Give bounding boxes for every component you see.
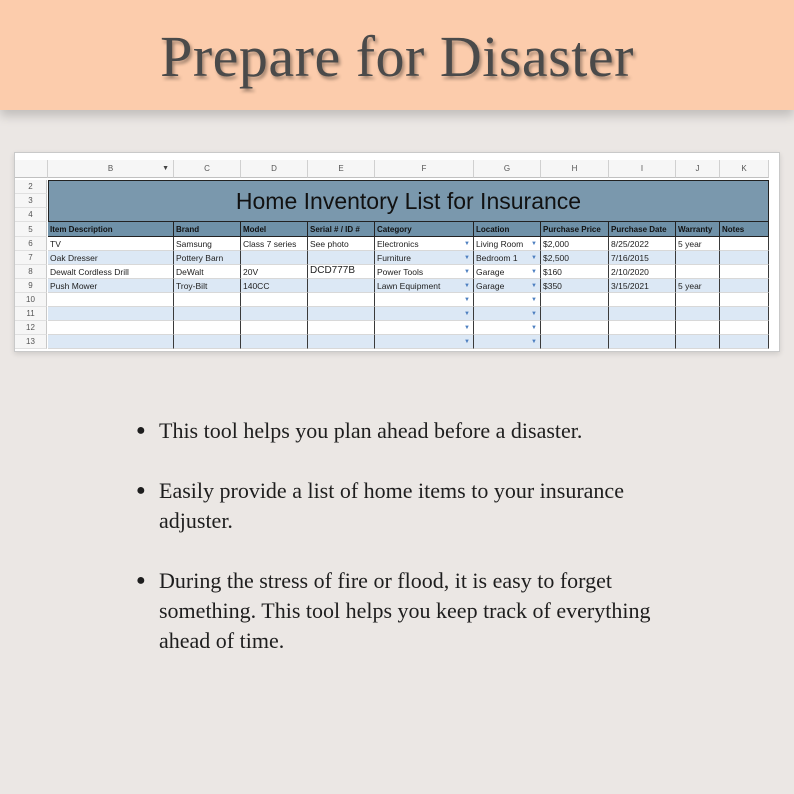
column-letter: K bbox=[741, 164, 747, 173]
table-cell[interactable] bbox=[609, 321, 676, 335]
table-cell[interactable] bbox=[609, 335, 676, 349]
table-cell[interactable] bbox=[174, 335, 241, 349]
cell-value: DCD777B bbox=[310, 265, 356, 276]
table-cell[interactable] bbox=[241, 293, 308, 307]
column-letter: B bbox=[107, 164, 114, 173]
dropdown-arrow-icon[interactable]: ▼ bbox=[464, 297, 470, 303]
cell-value: Dewalt Cordless Drill bbox=[50, 267, 129, 277]
column-header[interactable] bbox=[48, 160, 174, 178]
table-cell[interactable] bbox=[474, 251, 541, 265]
table-cell[interactable] bbox=[676, 293, 720, 307]
cell-value: Garage bbox=[476, 267, 505, 277]
table-cell[interactable] bbox=[241, 251, 308, 265]
cell-value: $350 bbox=[543, 281, 562, 291]
column-letter: G bbox=[503, 164, 511, 173]
bullet-text: During the stress of fire or flood, it is easy to forget something. This tool helps you keep track of everything ahead of time. bbox=[159, 568, 651, 653]
dropdown-arrow-icon[interactable]: ▼ bbox=[464, 241, 470, 247]
page-title: Prepare for Disaster bbox=[160, 23, 634, 89]
cell-value: Bedroom 1 bbox=[476, 253, 518, 263]
cell-value: Electronics bbox=[377, 239, 419, 249]
dropdown-arrow-icon[interactable]: ▼ bbox=[531, 283, 537, 289]
column-header[interactable] bbox=[541, 160, 609, 178]
row-number[interactable]: 4 bbox=[15, 208, 47, 222]
table-cell[interactable] bbox=[241, 335, 308, 349]
table-cell[interactable] bbox=[676, 265, 720, 279]
cell-value: Class 7 series bbox=[243, 239, 297, 249]
table-cell[interactable] bbox=[308, 237, 375, 251]
column-filter-icon[interactable]: ▼ bbox=[162, 165, 169, 172]
cell-value: 8/25/2022 bbox=[611, 239, 649, 249]
cell-value: Pottery Barn bbox=[176, 253, 224, 263]
cell-value: Push Mower bbox=[50, 281, 98, 291]
table-cell[interactable] bbox=[174, 321, 241, 335]
cell-value: Troy-Bilt bbox=[176, 281, 208, 291]
table-cell[interactable] bbox=[541, 251, 609, 265]
cell-value: Furniture bbox=[377, 253, 412, 263]
cell-value: 7/16/2015 bbox=[611, 253, 649, 263]
table-cell[interactable] bbox=[48, 307, 174, 321]
table-cell[interactable] bbox=[174, 307, 241, 321]
table-cell[interactable] bbox=[308, 279, 375, 293]
table-cell[interactable] bbox=[609, 251, 676, 265]
table-cell[interactable] bbox=[375, 279, 474, 293]
table-cell[interactable] bbox=[308, 321, 375, 335]
cell-value: 5 year bbox=[678, 239, 702, 249]
table-cell[interactable] bbox=[720, 335, 769, 349]
table-cell[interactable] bbox=[174, 237, 241, 251]
table-cell[interactable] bbox=[174, 251, 241, 265]
row-number[interactable]: 7 bbox=[15, 251, 47, 265]
dropdown-arrow-icon[interactable]: ▼ bbox=[531, 269, 537, 275]
bullet-dot-icon: ● bbox=[136, 422, 146, 439]
table-cell[interactable] bbox=[474, 265, 541, 279]
dropdown-arrow-icon[interactable]: ▼ bbox=[464, 325, 470, 331]
row-number[interactable]: 5 bbox=[15, 222, 47, 237]
table-cell[interactable] bbox=[375, 335, 474, 349]
cell-value: Living Room bbox=[476, 239, 524, 249]
column-letter: E bbox=[338, 164, 344, 173]
cell-value: Samsung bbox=[176, 239, 212, 249]
table-cell[interactable] bbox=[48, 335, 174, 349]
table-cell[interactable] bbox=[720, 237, 769, 251]
table-cell[interactable] bbox=[174, 293, 241, 307]
table-header-cell: Purchase Date bbox=[609, 222, 676, 237]
row-number[interactable]: 8 bbox=[15, 265, 47, 279]
dropdown-arrow-icon[interactable]: ▼ bbox=[464, 269, 470, 275]
table-cell[interactable] bbox=[720, 279, 769, 293]
table-cell[interactable] bbox=[308, 265, 375, 279]
bullet-text: This tool helps you plan ahead before a disaster. bbox=[159, 418, 583, 443]
dropdown-arrow-icon[interactable]: ▼ bbox=[464, 255, 470, 261]
bullet-text: Easily provide a list of home items to your insurance adjuster. bbox=[159, 478, 624, 533]
table-cell[interactable] bbox=[541, 335, 609, 349]
cell-value: Lawn Equipment bbox=[377, 281, 441, 291]
table-cell[interactable] bbox=[308, 293, 375, 307]
column-header[interactable] bbox=[474, 160, 541, 178]
table-cell[interactable] bbox=[241, 279, 308, 293]
table-cell[interactable] bbox=[541, 321, 609, 335]
table-cell[interactable] bbox=[609, 307, 676, 321]
row-number[interactable]: 13 bbox=[15, 335, 47, 349]
row-number[interactable]: 9 bbox=[15, 279, 47, 293]
table-header-cell: Item Description bbox=[48, 222, 174, 237]
table-cell[interactable] bbox=[48, 321, 174, 335]
table-cell[interactable] bbox=[375, 293, 474, 307]
table-cell[interactable] bbox=[48, 265, 174, 279]
table-cell[interactable] bbox=[308, 335, 375, 349]
cell-value: $160 bbox=[543, 267, 562, 277]
dropdown-arrow-icon[interactable]: ▼ bbox=[464, 283, 470, 289]
table-cell[interactable] bbox=[48, 279, 174, 293]
column-header[interactable] bbox=[308, 160, 375, 178]
table-cell[interactable] bbox=[541, 237, 609, 251]
table-header-cell: Category bbox=[375, 222, 474, 237]
table-cell[interactable] bbox=[241, 237, 308, 251]
row-number[interactable]: 11 bbox=[15, 307, 47, 321]
sheet-title-bar bbox=[48, 180, 769, 222]
bullet-item bbox=[136, 566, 696, 656]
table-cell[interactable] bbox=[48, 293, 174, 307]
table-cell[interactable] bbox=[609, 293, 676, 307]
table-header-cell: Brand bbox=[174, 222, 241, 237]
dropdown-arrow-icon[interactable]: ▼ bbox=[531, 241, 537, 247]
table-cell[interactable] bbox=[241, 265, 308, 279]
table-cell[interactable] bbox=[541, 279, 609, 293]
table-header-cell: Notes bbox=[720, 222, 769, 237]
table-cell[interactable] bbox=[308, 307, 375, 321]
column-letter: H bbox=[571, 164, 578, 173]
table-header-cell: Purchase Price bbox=[541, 222, 609, 237]
column-header[interactable] bbox=[676, 160, 720, 178]
table-cell[interactable] bbox=[241, 307, 308, 321]
dropdown-arrow-icon[interactable]: ▼ bbox=[531, 297, 537, 303]
table-cell[interactable] bbox=[676, 251, 720, 265]
table-cell[interactable] bbox=[375, 321, 474, 335]
table-cell[interactable] bbox=[375, 237, 474, 251]
table-cell[interactable] bbox=[676, 335, 720, 349]
table-cell[interactable] bbox=[174, 265, 241, 279]
table-cell[interactable] bbox=[375, 251, 474, 265]
bullet-item bbox=[136, 416, 696, 446]
sheet-corner bbox=[15, 160, 48, 178]
cell-value: $2,000 bbox=[543, 239, 569, 249]
bullet-item bbox=[136, 476, 696, 536]
column-letter: D bbox=[271, 164, 277, 173]
title-banner bbox=[0, 0, 794, 110]
column-header[interactable] bbox=[609, 160, 676, 178]
table-header-cell: Serial # / ID # bbox=[308, 222, 375, 237]
table-cell[interactable] bbox=[541, 307, 609, 321]
table-cell[interactable] bbox=[241, 321, 308, 335]
dropdown-arrow-icon[interactable]: ▼ bbox=[464, 339, 470, 345]
sheet-title: Home Inventory List for Insurance bbox=[235, 187, 582, 214]
dropdown-arrow-icon[interactable]: ▼ bbox=[531, 339, 537, 345]
table-header-cell: Model bbox=[241, 222, 308, 237]
table-cell[interactable] bbox=[474, 335, 541, 349]
cell-value: Garage bbox=[476, 281, 505, 291]
dropdown-arrow-icon[interactable]: ▼ bbox=[531, 311, 537, 317]
dropdown-arrow-icon[interactable]: ▼ bbox=[531, 325, 537, 331]
table-cell[interactable] bbox=[541, 265, 609, 279]
cell-value: See photo bbox=[310, 239, 349, 249]
cell-value: Oak Dresser bbox=[50, 253, 98, 263]
column-header[interactable] bbox=[174, 160, 241, 178]
table-cell[interactable] bbox=[474, 321, 541, 335]
dropdown-arrow-icon[interactable]: ▼ bbox=[531, 255, 537, 261]
cell-value: 3/15/2021 bbox=[611, 281, 649, 291]
bullet-dot-icon: ● bbox=[136, 482, 146, 499]
row-number[interactable]: 2 bbox=[15, 180, 47, 194]
table-cell[interactable] bbox=[48, 237, 174, 251]
table-cell[interactable] bbox=[474, 279, 541, 293]
table-cell[interactable] bbox=[609, 265, 676, 279]
spreadsheet-preview bbox=[14, 152, 780, 352]
table-cell[interactable] bbox=[474, 307, 541, 321]
cell-value: $2,500 bbox=[543, 253, 569, 263]
table-cell[interactable] bbox=[720, 321, 769, 335]
cell-value: 5 year bbox=[678, 281, 702, 291]
table-cell[interactable] bbox=[48, 251, 174, 265]
cell-value: TV bbox=[50, 239, 61, 249]
bullet-dot-icon: ● bbox=[136, 572, 146, 589]
table-cell[interactable] bbox=[174, 279, 241, 293]
table-header-cell: Warranty bbox=[676, 222, 720, 237]
row-number[interactable]: 12 bbox=[15, 321, 47, 335]
cell-value: DeWalt bbox=[176, 267, 204, 277]
cell-value: 140CC bbox=[243, 281, 270, 291]
table-cell[interactable] bbox=[375, 265, 474, 279]
row-number[interactable]: 10 bbox=[15, 293, 47, 307]
cell-value: Power Tools bbox=[377, 267, 424, 277]
table-cell[interactable] bbox=[308, 251, 375, 265]
table-cell[interactable] bbox=[474, 293, 541, 307]
dropdown-arrow-icon[interactable]: ▼ bbox=[464, 311, 470, 317]
column-letter: J bbox=[695, 164, 700, 173]
table-cell[interactable] bbox=[474, 237, 541, 251]
table-cell[interactable] bbox=[676, 307, 720, 321]
table-cell[interactable] bbox=[676, 237, 720, 251]
table-cell[interactable] bbox=[609, 237, 676, 251]
table-cell[interactable] bbox=[541, 293, 609, 307]
table-cell[interactable] bbox=[720, 307, 769, 321]
column-letter: C bbox=[204, 164, 210, 173]
cell-value: 20V bbox=[243, 267, 259, 277]
table-cell[interactable] bbox=[720, 265, 769, 279]
column-letter: I bbox=[640, 164, 644, 173]
row-number[interactable]: 6 bbox=[15, 237, 47, 251]
table-cell[interactable] bbox=[676, 279, 720, 293]
column-header[interactable] bbox=[720, 160, 769, 178]
column-header[interactable] bbox=[375, 160, 474, 178]
feature-bullets bbox=[136, 416, 696, 686]
table-cell[interactable] bbox=[609, 279, 676, 293]
row-number[interactable]: 3 bbox=[15, 194, 47, 208]
table-cell[interactable] bbox=[720, 251, 769, 265]
table-cell[interactable] bbox=[375, 307, 474, 321]
column-letter: F bbox=[421, 164, 427, 173]
table-cell[interactable] bbox=[720, 293, 769, 307]
cell-value: 2/10/2020 bbox=[611, 267, 649, 277]
table-cell[interactable] bbox=[676, 321, 720, 335]
table-header-cell: Location bbox=[474, 222, 541, 237]
column-header[interactable] bbox=[241, 160, 308, 178]
